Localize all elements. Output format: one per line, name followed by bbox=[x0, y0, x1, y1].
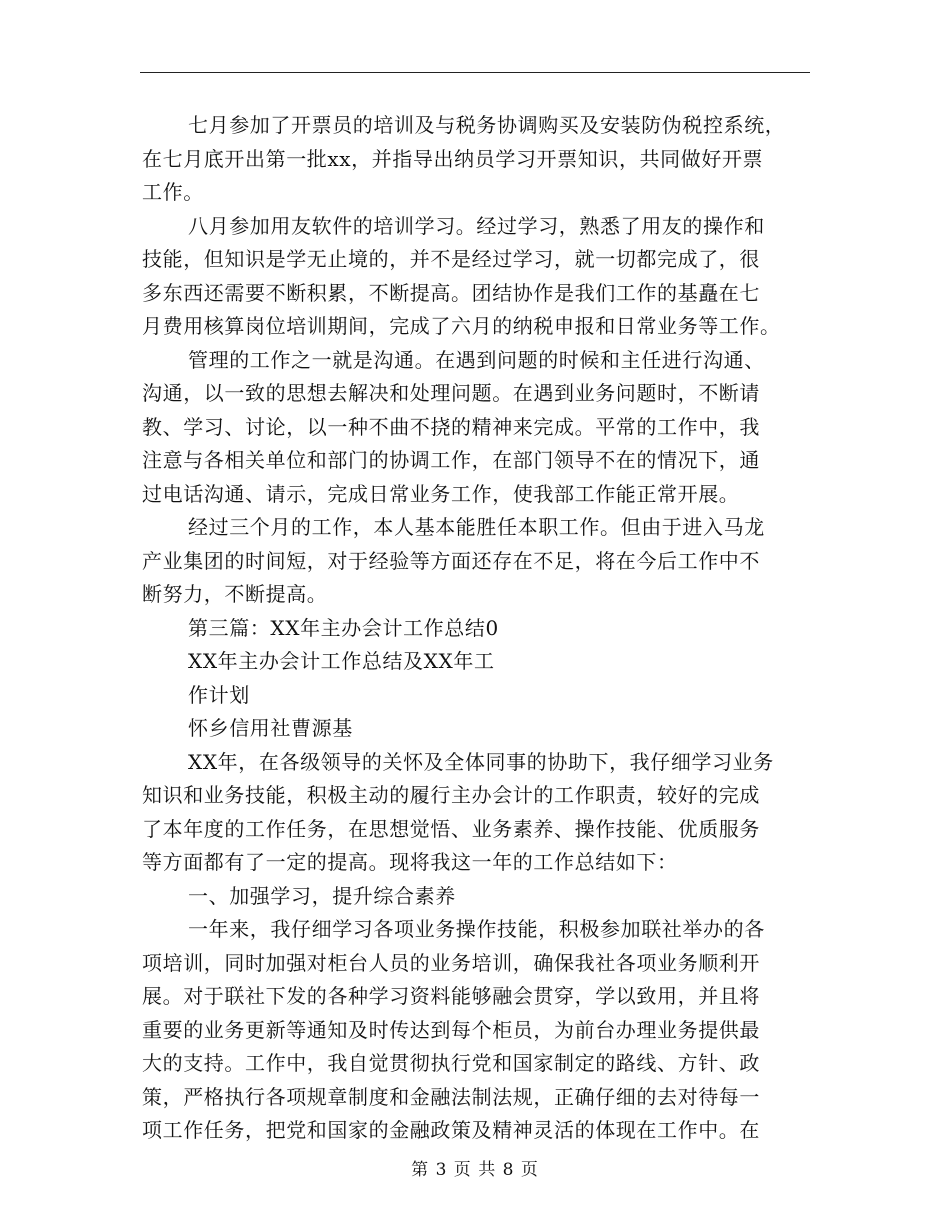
text-line: 工作。 bbox=[142, 180, 204, 204]
text-line: 教、学习、讨论，以一种不曲不挠的精神来完成。平常的工作中，我 bbox=[142, 414, 760, 439]
text-line: 展。对于联社下发的各种学习资料能够融会贯穿，学以致用，并且将 bbox=[142, 984, 760, 1008]
text-line: 一、加强学习，提升综合素养 bbox=[188, 883, 456, 908]
text-line: XX年主办会计工作总结及XX年工 bbox=[188, 649, 495, 673]
text-line: 项培训，同时加强对柜台人员的业务培训，确保我社各项业务顺利开 bbox=[142, 950, 760, 975]
text-line: 注意与各相关单位和部门的协调工作，在部门领导不在的情况下，通 bbox=[142, 448, 760, 472]
text-line: 了本年度的工作任务，在思想觉悟、业务素养、操作技能、优质服务 bbox=[142, 816, 760, 841]
text-line: 月费用核算岗位培训期间，完成了六月的纳税申报和日常业务等工作。 bbox=[142, 314, 781, 338]
text-line: 沟通，以一致的思想去解决和处理问题。在遇到业务问题时，不断请 bbox=[142, 381, 760, 405]
text-line: 等方面都有了一定的提高。现将我这一年的工作总结如下： bbox=[142, 850, 678, 874]
text-line: 策，严格执行各项规章制度和金融法制法规，正确仔细的去对待每一 bbox=[142, 1084, 760, 1109]
document-body bbox=[142, 109, 814, 1148]
text-line: 怀乡信用社曹源基 bbox=[188, 716, 353, 740]
text-line: 知识和业务技能，积极主动的履行主办会计的工作职责，较好的完成 bbox=[142, 783, 760, 807]
text-line: 一年来，我仔细学习各项业务操作技能，积极参加联社举办的各 bbox=[188, 917, 765, 941]
text-line: 重要的业务更新等通知及时传达到每个柜员，为前台办理业务提供最 bbox=[142, 1017, 760, 1042]
page-footer: 第 3 页 共 8 页 bbox=[411, 1160, 539, 1180]
text-line: 经过三个月的工作，本人基本能胜任本职工作。但由于进入马龙 bbox=[188, 515, 765, 539]
text-line: 作计划 bbox=[188, 682, 250, 707]
text-line: 断努力，不断提高。 bbox=[142, 582, 328, 606]
text-line: 多东西还需要不断积累，不断提高。团结协作是我们工作的基矗在七 bbox=[142, 280, 760, 305]
text-line: 大的支持。工作中，我自觉贯彻执行党和国家制定的路线、方针、政 bbox=[142, 1051, 760, 1075]
text-line: 过电话沟通、请示，完成日常业务工作，使我部工作能正常开展。 bbox=[142, 481, 740, 506]
text-line: 八月参加用友软件的培训学习。经过学习，熟悉了用友的操作和 bbox=[188, 213, 765, 238]
text-line: 技能，但知识是学无止境的，并不是经过学习，就一切都完成了，很 bbox=[142, 247, 760, 271]
text-line: 产业集团的时间短，对于经验等方面还存在不足，将在今后工作中不 bbox=[142, 548, 760, 573]
text-line: 项工作任务，把党和国家的金融政策及精神灵活的体现在工作中。在 bbox=[142, 1118, 760, 1142]
text-line: 管理的工作之一就是沟通。在遇到问题的时候和主任进行沟通、 bbox=[188, 347, 765, 372]
text-line: 在七月底开出第一批xx，并指导出纳员学习开票知识，共同做好开票 bbox=[142, 146, 764, 171]
header-rule bbox=[140, 72, 810, 73]
text-line: 七月参加了开票员的培训及与税务协调购买及安装防伪税控系统， bbox=[188, 113, 786, 137]
text-line: 第三篇：XX年主办会计工作总结0 bbox=[188, 615, 499, 640]
text-line: XX年，在各级领导的关怀及全体同事的协助下，我仔细学习业务 bbox=[188, 749, 774, 774]
